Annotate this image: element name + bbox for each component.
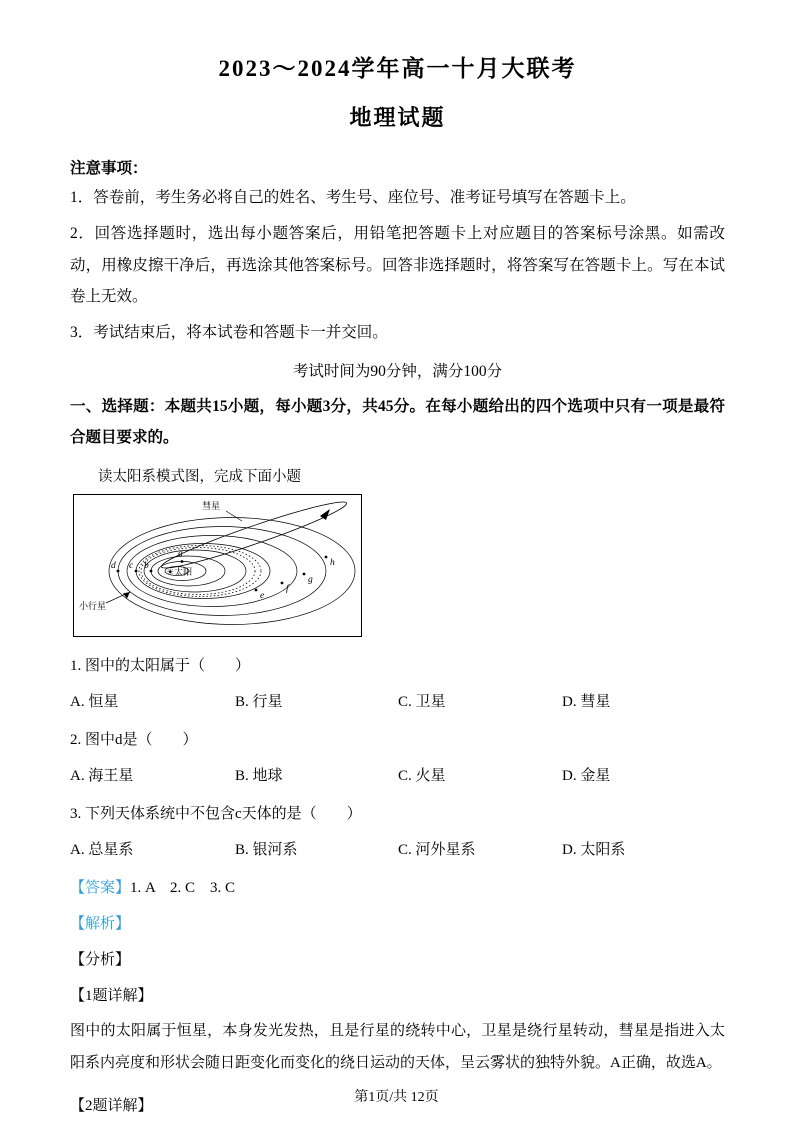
option-3a: A. 总星系 <box>70 841 134 858</box>
comet-leader-line <box>226 511 242 521</box>
planet-letter-d: d <box>111 560 116 571</box>
planet-dot-a <box>181 560 184 563</box>
comet-orbit <box>158 495 349 575</box>
planet-letter-h: h <box>330 557 335 568</box>
question-2-options <box>70 764 725 785</box>
option-1d: D. 彗星 <box>562 693 611 710</box>
question-3-options <box>70 838 725 859</box>
fenxi-label: 【分析】 <box>70 951 131 968</box>
planet-letter-c: c <box>129 560 134 571</box>
planet-dot-b <box>150 569 153 572</box>
section-heading: 一、选择题：本题共15小题，每小题3分，共45分。在每小题给出的四个选项中只有一项是最符合题目要求的。 <box>70 397 725 446</box>
option-3c: C. 河外星系 <box>398 841 476 858</box>
exam-title: 2023～2024学年高一十月大联考 <box>218 56 577 81</box>
notice-item-3: 3．考试结束后，将本试卷和答题卡一并交回。 <box>70 324 388 342</box>
asteroid-arrow-icon <box>123 592 130 599</box>
analysis-label: 【解析】 <box>70 915 131 932</box>
solar-system-figure <box>74 495 360 635</box>
option-2b: B. 地球 <box>235 767 283 784</box>
option-3d: D. 太阳系 <box>562 841 626 858</box>
planet-dot-h <box>325 555 328 558</box>
answer-line <box>70 876 725 897</box>
option-1a: A. 恒星 <box>70 693 119 710</box>
planet-dot-d <box>117 569 120 572</box>
question-3-stem: 3. 下列天体系统中不包含c天体的是（ ） <box>70 805 362 822</box>
question-1-stem: 1. 图中的太阳属于（ ） <box>70 657 251 674</box>
planet-dot-e <box>255 588 258 591</box>
planet-letter-a: a <box>178 548 183 559</box>
detail-1-label: 【1题详解】 <box>70 987 153 1004</box>
option-2d: D. 金星 <box>562 767 611 784</box>
question-2-stem: 2. 图中d是（ ） <box>70 731 198 748</box>
notice-heading: 注意事项： <box>70 160 148 177</box>
planet-dot-g <box>303 572 306 575</box>
page-footer: 第1页/共 12页 <box>354 1090 439 1105</box>
option-3b: B. 银河系 <box>235 841 298 858</box>
exam-time-note: 考试时间为90分钟，满分100分 <box>292 362 503 380</box>
question-1-options <box>70 690 725 711</box>
planet-dot-f <box>281 581 284 584</box>
option-2a: A. 海王星 <box>70 767 134 784</box>
option-1b: B. 行星 <box>235 693 283 710</box>
figure-intro: 读太阳系模式图，完成下面小题 <box>98 468 301 485</box>
sun-label: ☀太阳 <box>166 566 193 577</box>
exam-subject-title: 地理试题 <box>349 105 446 130</box>
option-1c: C. 卫星 <box>398 693 446 710</box>
asteroid-belt <box>139 545 261 596</box>
option-2c: C. 火星 <box>398 767 446 784</box>
planet-dot-c <box>135 569 138 572</box>
detail-1-text: 图中的太阳属于恒星，本身发光发热，且是行星的绕转中心，卫星是绕行星转动，彗星是指进入太阳系内亮度和形状会随日距变化而变化的绕日运动的天体，呈云雾状的独特外貌。A正确，故选A。 <box>70 1022 725 1072</box>
notice-item-2: 2．回答选择题时，选出每小题答案后，用铅笔把答题卡上对应题目的答案标号涂黑。如需改动，用橡皮擦干净后，再选涂其他答案标号。回答非选择题时，将答案写在答题卡上。写在本试卷上无效。 <box>70 224 725 306</box>
answer-label: 【答案】 <box>70 879 131 896</box>
planet-letter-b: b <box>144 560 149 571</box>
notice-item-1: 1．答卷前，考生务必将自己的姓名、考生号、座位号、准考证号填写在答题卡上。 <box>70 189 636 206</box>
asteroid-label: 小行星 <box>79 600 107 611</box>
planet-letter-e: e <box>260 590 265 601</box>
planet-letter-g: g <box>308 574 313 585</box>
answer-values: 1. A 2. C 3. C <box>130 879 236 896</box>
planet-letter-f: f <box>286 583 289 594</box>
detail-2-label: 【2题详解】 <box>70 1098 153 1115</box>
comet-label: 彗星 <box>202 500 221 511</box>
solar-system-figure-frame <box>73 494 362 637</box>
